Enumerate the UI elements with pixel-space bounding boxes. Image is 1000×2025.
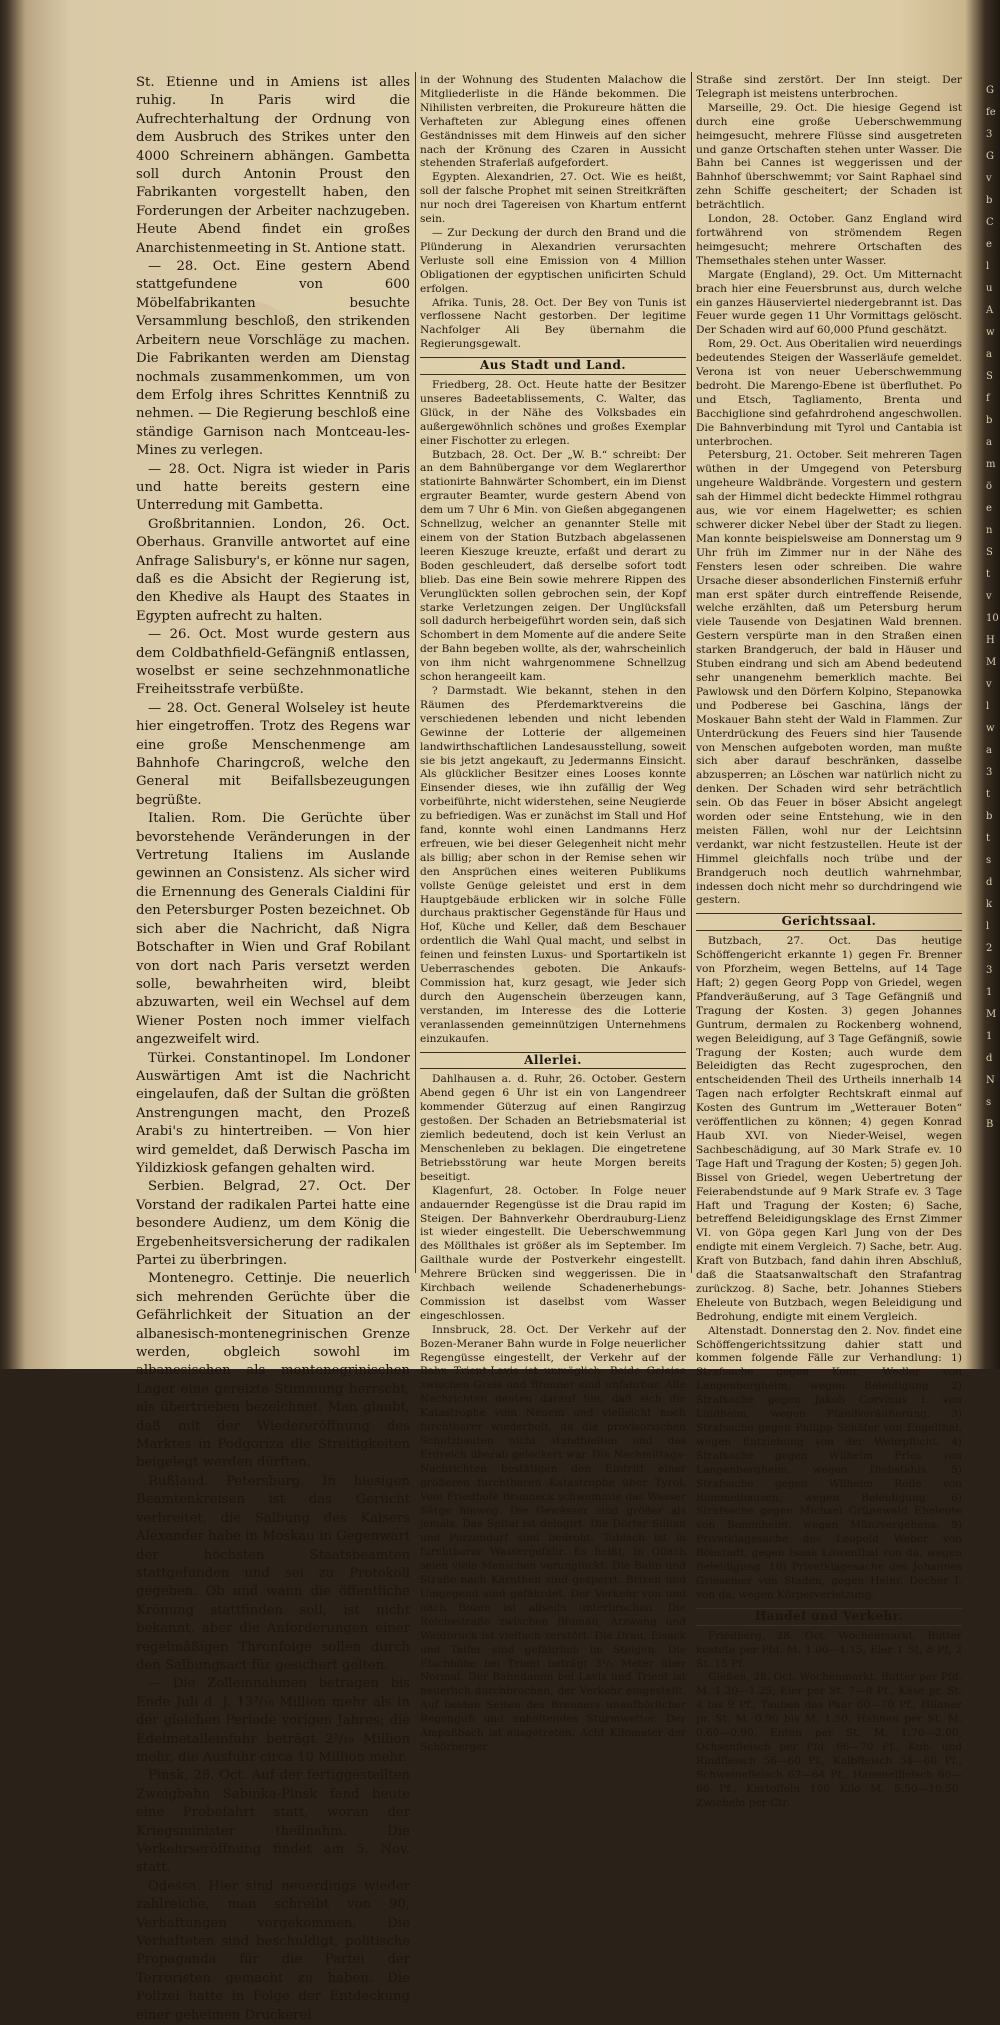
edge-fragment: 1 bbox=[986, 987, 993, 998]
paragraph: Montenegro. Cettinje. Die neuerlich sich mehrenden Gerüchte über die Gefährlichkeit der Situation an der albanesisch-montenegrinischen Grenze werden, obgleich sowohl im albanesischen als montenegrinischen Lager eine gereizte Stimmung herrscht, als übertrieben bezeichnet. Man glaubt, daß mit der Wiedereröffnung des Marktes in Podgoriza die Streitigkeiten beigelegt werden dürften. bbox=[136, 1271, 410, 1471]
edge-fragment: S bbox=[986, 371, 993, 382]
edge-fragment: w bbox=[986, 723, 995, 734]
paragraph: Pinsk, 28. Oct. Auf der fertiggestellten Zweigbahn Sabinka-Pinsk fand heute eine Probefahrt statt, woran der Kriegsminister theilnahm. Die Verkehrseröffnung findet am 5. Nov. statt. bbox=[136, 1768, 410, 1876]
paragraph: — 28. Oct. General Wolseley ist heute hier eingetroffen. Trotz des Regens war eine große Menschenmenge am Bahnhofe Charingcroß, welche den General mit Beifallsbezeugungen begrüßte. bbox=[136, 700, 410, 808]
paragraph: Italien. Rom. Die Gerüchte über bevorstehende Veränderungen in der Vertretung Italiens im Auslande gewinnen an Consistenz. Als sicher wird die Ernennung des Generals Cialdini für den Petersburger Posten bezeichnet. Ob sich aber die Nachricht, daß Nigra Botschafter in Wien und Graf Robilant von dort nach Paris versetzt werden solle, bewahrheiten wird, bleibt abzuwarten, weil ein Wechsel auf dem Wiener Posten noch immer vielfach angezweifelt wird. bbox=[136, 811, 410, 1048]
edge-fragment: b bbox=[986, 415, 993, 426]
edge-fragment: s bbox=[986, 855, 992, 866]
edge-fragment: n bbox=[986, 525, 993, 536]
paragraph: Egypten. Alexandrien, 27. Oct. Wie es heißt, soll der falsche Prophet mit seinen Streitkräften nur noch drei Tagereisen von Khartum entfernt sein. bbox=[420, 171, 686, 226]
paragraph: St. Etienne und in Amiens ist alles ruhig. In Paris wird die Aufrechterhaltung der Ordnung von dem Ausbruch des Strikes unter den 4000 Schreinern abhängen. Gambetta soll durch Antonin Proust den Fabrikanten vorgestellt haben, den Forderungen der Arbeiter nachzugeben. Heute Abend findet ein großes Anarchistenmeeting in St. Antione statt. bbox=[136, 75, 410, 256]
edge-fragment: l bbox=[986, 701, 990, 712]
edge-fragment: a bbox=[986, 437, 992, 448]
paragraph: — 28. Oct. Eine gestern Abend stattgefundene von 600 Möbelfabrikanten besuchte Versammlung beschloß, den strikenden Arbeitern neue Vorschläge zu machen. Die Fabrikanten werden am Dienstag nochmals zusammenkommen, um von dem Erfolg ihres Schrittes Kenntniß zu nehmen. — Die Regierung beschloß eine ständige Garnison nach Montceau-les-Mines zu verlegen. bbox=[136, 259, 410, 459]
edge-fragment: 1 bbox=[986, 1031, 993, 1042]
edge-fragment: fe bbox=[986, 107, 996, 118]
edge-fragment: 10 bbox=[986, 613, 999, 624]
edge-fragment: ö bbox=[986, 481, 993, 492]
edge-fragment: S bbox=[986, 547, 993, 558]
edge-fragment: B bbox=[986, 1119, 994, 1130]
edge-fragment: M bbox=[986, 1009, 997, 1020]
paragraph: Odessa. Hier sind neuerdings wieder zahlreiche, man schreibt von 90, Verhaftungen vorgekommen. Die Verhafteten sind beschuldigt, politische Propaganda für die Partei der Terroristen gemacht zu haben. Die Polizei hatte in Folge der Entdeckung einer geheimen Druckerei bbox=[136, 1878, 410, 2023]
edge-fragment: 3 bbox=[986, 129, 993, 140]
paragraph: — 26. Oct. Most wurde gestern aus dem Coldbathfield-Gefängniß entlassen, woselbst er seine sechzehnmonatliche Freiheitsstrafe verbüßte. bbox=[136, 627, 410, 698]
edge-fragment: C bbox=[986, 217, 994, 228]
edge-fragment: G bbox=[986, 151, 994, 162]
paragraph: Friedberg, 28. Oct. Heute hatte der Besitzer unseres Badeetablissements, C. Walter, das Glück, in der Nähe des Volksbades ein außergewöhnlich schönes und großes Exemplar einer Fischotter zu erlegen. bbox=[420, 379, 686, 447]
paragraph: Margate (England), 29. Oct. Um Mitternacht brach hier eine Feuersbrunst aus, durch welche ein ganzes Häuserviertel niedergebrannt ist. Das Feuer wurde gegen 11 Uhr Vormittags gelöscht. Der Schaden wird auf 60,000 Pfund geschätzt. bbox=[696, 268, 962, 337]
next-page-edge-fragments bbox=[986, 80, 1000, 1136]
paragraph: Serbien. Belgrad, 27. Oct. Der Vorstand der radikalen Partei hatte eine besondere Audienz, um dem König die Ergebenheitsversicherung der radikalen Partei zu überbringen. bbox=[136, 1179, 410, 1268]
paragraph: Afrika. Tunis, 28. Oct. Der Bey von Tunis ist verflossene Nacht gestorben. Der legitime Nachfolger Ali Bey übernahm die Regierungsgewalt. bbox=[420, 296, 686, 351]
section-heading-gerichtssaal: Gerichtssaal. bbox=[696, 913, 962, 931]
edge-fragment: t bbox=[986, 833, 991, 844]
paragraph: Gießen, 28. Oct. Wochenmarkt. Butter per Pfd. M. 1.20—1.25, Eier per St. 7—8 Pf., Käse pr. St. 4 bis 9 Pf., Tauben das Paar 60—70 Pf., Hühner pr. St. M. 0.90 bis M. 1.50, Hahnen per St. M. 0.60—0.90, Enten per St. M. 1.70—2.00, Ochsenfleisch per Pfd. 66—70 Pf., Kuh- und Rindfleisch 56—60 Pf., Kalbfleisch 54—60 Pf., Schweinefleisch 62—64 Pf., Hammelfleisch 60—66 Pf., Kartoffeln 100 Kilo M. 5.50—10.50, Zwiebeln per Ctr. bbox=[696, 1671, 962, 1809]
paragraph: London, 28. October. Ganz England wird fortwährend von strömendem Regen heimgesucht; mehrere Ortschaften des Themsethales stehen unter Wasser. bbox=[696, 213, 962, 267]
paragraph: — Die Zolleinnahmen betragen bis Ende Juli d. J. 13³/₁₀ Million mehr als in der gleichen Periode vorigen Jahres; die Edelmetalleinfuhr beträgt 2⁵/₁₀ Million mehr, die Ausfuhr circa 10 Million mehr. bbox=[136, 1676, 410, 1765]
paragraph: ? Darmstadt. Wie bekannt, stehen in den Räumen des Pferdemarktvereins die verschiedenen lebenden und nicht lebenden Gewinne der Lotterie der allgemeinen landwirthschaftlichen Landesausstellung, soweit sie bis jetzt angekauft, zu Jedermanns Einsicht. Als glücklicher Besitzer eines Looses konnte Einsender dieses, wie ihn zufällig der Weg vorbeiführte, nicht widerstehen, seine Neugierde zu befriedigen. Was er zunächst im Stall und Hof fand, konnte wohl einen Landmanns Herz erfreuen, wie bei dieser Gelegenheit nicht mehr als billig; aber schon in der Remise sehen wir den Ansprüchen eines weiteren Publikums vollste Genüge geleistet und erst in dem Hauptgebäude erblicken wir in solche Fülle durchaus praktischer Gegenstände für Haus und Hof, Küche und Keller, daß dem Beschauer ordentlich die Wahl Qual macht, und selbst in feinen und feinsten Luxus- und Sportartikeln ist Ueberraschendes geboten. Die Ankaufs-Commission hat, kurz gesagt, wie Jeder sich durch den Augenschein überzeugen kann, verstanden, im Interesse des die Lotterie veranlassenden gemeinnützigen Unternehmens einzukaufen. bbox=[420, 684, 687, 1045]
edge-fragment: v bbox=[986, 679, 992, 690]
column-middle bbox=[420, 74, 687, 1753]
edge-fragment: d bbox=[986, 877, 993, 888]
paragraph: Friedberg, 28. Oct. Wochenmarkt. Butter kostete per Pfd. M. 1.00—1.15, Eier 1 St. 8 Pf, 2 St. 15 Pf. bbox=[696, 1629, 962, 1670]
edge-fragment: a bbox=[986, 349, 992, 360]
paragraph: — Zur Deckung der durch den Brand und die Plünderung in Alexandrien verursachten Verluste soll eine Emission von 4 Million Obligationen der egyptischen unificirten Schuld erfolgen. bbox=[420, 226, 686, 295]
edge-fragment: t bbox=[986, 789, 991, 800]
paragraph: Butzbach, 28. Oct. Der „W. B.“ schreibt: Der an dem Bahnübergange vor dem Weglarerthor stationirte Bahnwärter Schombert, ein im Dienst ergrauter Beamter, wurde gestern Abend von dem um 7 Uhr 6 Min. von Gießen abgegangenen Schnellzug, welcher an genannter Stelle mit einem von der Station Butzbach abgelassenen leeren Kieszuge kreuzte, erfaßt und derart zu Boden geschleudert, daß derselbe sofort todt blieb. Das eine Bein sowie mehrere Rippen des Verunglückten sollen gebrochen sein, der Kopf starke Verletzungen zeigen. Der Unglücksfall soll dadurch herbeigeführt worden sein, daß sich Schombert in dem Momente auf die andere Seite der Bahn begeben wollte, als der, wahrscheinlich von ihm nicht wahrgenommene Schnellzug schon herangeeilt kam. bbox=[420, 448, 686, 684]
edge-fragment: 3 bbox=[986, 965, 993, 976]
column-rule bbox=[415, 72, 416, 1273]
edge-fragment: b bbox=[986, 811, 993, 822]
column-rule bbox=[691, 72, 692, 1273]
section-heading-handel-und-verkehr: Handel und Verkehr. bbox=[696, 1608, 962, 1626]
paragraph: Dahlhausen a. d. Ruhr, 26. October. Gestern Abend gegen 6 Uhr ist ein von Langendreer kommender Güterzug auf einen Rangirzug gestoßen. Der Schaden an Betriebsmaterial ist ziemlich bedeutend, doch ist kein Verlust an Menschenleben zu beklagen. Die eingetretene Betriebsstörung war heute Morgen bereits beseitigt. bbox=[420, 1073, 686, 1183]
paragraph: Straße sind zerstört. Der Inn steigt. Der Telegraph ist meistens unterbrochen. bbox=[696, 74, 962, 100]
paragraph: — 28. Oct. Nigra ist wieder in Paris und hatte bereits gestern eine Unterredung mit Gambetta. bbox=[136, 461, 410, 514]
edge-fragment: d bbox=[986, 1053, 993, 1064]
edge-fragment: t bbox=[986, 569, 991, 580]
paragraph: Türkei. Constantinopel. Im Londoner Auswärtigen Amt ist die Nachricht eingelaufen, daß der Sultan die größten Anstrengungen macht, den Prozeß Arabi's zu hintertreiben. — Von hier wird gemeldet, daß Derwisch Pascha im Yildizkiosk gefangen gehalten wird. bbox=[136, 1050, 410, 1176]
edge-fragment: l bbox=[986, 261, 990, 272]
edge-fragment: A bbox=[986, 305, 994, 316]
paragraph: Altenstadt. Donnerstag den 2. Nov. findet eine Schöffengerichtssitzung dahier statt und kommen folgende Fälle zur Verhandlung: 1) Strafsache gegen Konr. Wedler von Langenbergheim, wegen Beleidigung. 2) Strafsache gegen Jakob Corvinus I. von Lindheim, wegen Pfandveräußerung. 3) Strafsache gegen Philipp Schäfer von Engelthal, wegen Entziehung von der Wehrpflicht. 4) Strafsache gegen Wilhelm Fries von Langenbergheim, wegen Diebstahls. 5) Strafsache gegen Wilhelm Rolle von Rommelhausen, wegen Beleidigung. 6) Strafsache gegen Michael Grünewald Eheleute von Bommheim, wegen Münzvergehens. 9) Privatklagesache des Leopold Weber von Bönstadt, gegen Isaak Löwenthal von da, wegen Beleidigung. 10) Privatklagesache des Johannes Griesemer von Staden, gegen Heinr. Decher I. von da, wegen Körperverletzung. bbox=[696, 1324, 962, 1601]
edge-fragment: a bbox=[986, 745, 992, 756]
edge-fragment: m bbox=[986, 459, 996, 470]
paragraph: Großbritannien. London, 26. Oct. Oberhaus. Granville antwortet auf eine Anfrage Salisbury's, er könne nur sagen, daß es die Absicht der Regierung ist, den Khedive als Haupt des Staates in Egypten aufrecht zu halten. bbox=[136, 516, 410, 624]
edge-fragment: f bbox=[986, 393, 990, 404]
edge-fragment: w bbox=[986, 327, 995, 338]
paragraph: Petersburg, 21. October. Seit mehreren Tagen wüthen in der Umgegend von Petersburg ungeheure Waldbrände. Vorgestern und gestern sah der Himmel dicht bedeckte Himmel rothgrau aus, wie vor einem Hagelwetter; es schien schwerer dicker Nebel über der Stadt zu liegen. Man konnte beispielsweise am Donnerstag um 9 Uhr früh im Zimmer nur in der Nähe des Fensters lesen oder schreiben. Die wahre Ursache dieser absonderlichen Finsterniß erfuhr man erst später durch eintreffende Reisende, welche erzählten, daß um Petersburg herum viele Tausende von Desjatinen Wald brennen. Gestern verspürte man in den Straßen einen starken Brandgeruch, der bald in Häuser und Stuben eindrang und sich am Abend bedeutend sehr unangenehm bemerklich machte. Bei Pawlowsk und den Dörfern Kolpino, Stepanowka und Podberese bei Gaschina, längs der Moskauer Bahn steht der Wald in Flammen. Zur Unterdrückung des Feuers sind hier Tausende von Menschen aufgeboten worden, man mußte sich aber darauf beschränken, dasselbe abzusperren; an Löschen war natürlich nicht zu denken. Der Schaden wird sehr beträchtlich sein. Ob das Feuer in böser Absicht angelegt worden oder seine Entstehung, wie in den meisten Fällen, wohl nur der Leichtsinn verdankt, war nicht festzustellen. Heute ist der Himmel gleichfalls noch trübe und der Brandgeruch noch deutlich wahrnehmbar, indessen doch nicht mehr so durchdringend wie gestern. bbox=[696, 449, 962, 907]
edge-fragment: 3 bbox=[986, 767, 993, 778]
paragraph: Rußland. Petersburg. In hiesigen Beamtenkreisen ist das Gerücht verbreitet, die Salbung des Kaisers Alexander habe in Moskau in Gegenwart der höchsten Staatsbeamten stattgefunden und sei zu Protokoll gegeben. Ob und wann die öffentliche Krönung stattfinden soll, ist nicht bekannt, aber die Anforderungen einer regelmäßigen Thronfolge sollen durch den Salbungsact für gesichert gelten. bbox=[136, 1473, 410, 1673]
paragraph: Innsbruck, 28. Oct. Der Verkehr auf der Bozen-Meraner Bahn wurde in Folge neuerlicher Regengüsse eingestellt, der Verkehr auf der Bahn Trient-Lavis ist unmöglich. Beide Geleise zwischen Greis und Brenner sind unfahrbar. Alle Nachrichten deuten darauf hin, daß sich die Katastrophe vom Neuem und vielleicht noch furchtbarer wiederholt, da die provisorischen Schutzbauten nicht standhielten und das Erdreich überall gelockert war. Die Nachmittags-Nachrichten bestätigen den Eintritt einer größeren furchtbaren Katastrophe über Tyrol. Vom Friedhofe Brunneck schwemmte das Wasser Särge hinweg. Die Gewässer sind größer als jemals. Das Spital ist delogirt. Die Dörfer Sillian und Porzendorf sind bedroht. Toblach ist in furchtbarer Wassergefahr. Es heißt, in Ollach seien viele Menschen verunglückt. Die Bahn und Straße nach Kärnthen sind gesperrt. Brixen und Umgegend sind gefährdet. Der Verkehr von und nach Bozen ist allseits unterbrochen. Die Reichsstraße zwischen Blumau, Atzwang und Waidbruck ist vielfach zerstört. Die Drau, Eisack und Talfer sind gefährlich im Steigen. Die Etschhöhe bei Trient beträgt 3¹/₂ Meter über Normal. Der Bahndamm bei Lavis und Trient ist neuerlich durchbrochen, der Verkehr eingestellt. Auf beiden Seiten des Brenners unaufhörlicher Regenguß und anhaltendes Sturmwetter. Der Ampaßbach ist ausgetreten. Acht Kilometer der Schörberger bbox=[420, 1323, 686, 1753]
edge-fragment: M bbox=[986, 657, 997, 668]
edge-fragment: H bbox=[986, 635, 995, 646]
edge-fragment: l bbox=[986, 921, 990, 932]
edge-fragment: v bbox=[986, 173, 992, 184]
edge-fragment: e bbox=[986, 239, 992, 250]
paragraph: Klagenfurt, 28. October. In Folge neuer andauernder Regengüsse ist die Drau rapid im Steigen. Der Bahnverkehr Oberdrauburg-Lienz ist wieder eingestellt. Die Ueberschwemmung des Möllthales ist größer als im September. Im Gailthale wurde der Postverkehr eingestellt. Mehrere Brücken sind weggerissen. Die in Kirchbach weilende Schadenerhebungs-Commission ist daselbst vom Wasser eingeschlossen. bbox=[420, 1184, 686, 1322]
edge-fragment: 2 bbox=[986, 943, 993, 954]
column-left bbox=[136, 74, 410, 2023]
column-right bbox=[696, 74, 962, 1809]
edge-fragment: N bbox=[986, 1075, 995, 1086]
section-heading-stadt-und-land: Aus Stadt und Land. bbox=[420, 357, 686, 375]
paragraph: Butzbach, 27. Oct. Das heutige Schöffengericht erkannte 1) gegen Fr. Brenner von Pforzheim, wegen Bettelns, auf 14 Tage Haft; 2) gegen Georg Popp von Griedel, wegen Pfandveräußerung, auf 3 Tage Gefängniß und Tragung der Kosten. 3) gegen Johannes Guntrum, dermalen zu Rockenberg wohnend, wegen Beleidigung, auf 3 Tage Gefängniß, sowie Tragung der Kosten; auch wurde dem Beleidigten das Recht zugesprochen, den entscheidenden Theil des Urtheils innerhalb 14 Tagen nach erfolgter Rechtskraft einmal auf Kosten des Guntrum im „Wetterauer Boten“ veröffentlichen zu können; 4) gegen Konrad Haub XVI. von Nieder-Weisel, wegen Sachbeschädigung, auf 30 Mark Strafe ev. 10 Tage Haft und Tragung der Kosten; 5) gegen Joh. Bissel von Griedel, wegen Uebertretung der Feierabendstunde auf 9 Mark Strafe ev. 3 Tage Haft und Tragung der Kosten; 6) Sache, betreffend Beleidigungsklage des Ernst Zimmer VI. von Göpa gegen Karl Jung von der Des endigte mit einem Vergleich. 7) Sache, betr. Aug. Kraft von Butzbach, fand dahin ihren Abschluß, daß die Staatsanwaltschaft den Strafantrag zurückzog. 8) Sache, betr. Johannes Stiebers Eheleute von Butzbach, wegen Beleidigung und Bedrohung, endigte mit einem Vergleich. bbox=[696, 935, 962, 1323]
paragraph: Marseille, 29. Oct. Die hiesige Gegend ist durch eine große Ueberschwemmung heimgesucht, mehrere Flüsse sind ausgetreten und ganze Ortschaften stehen unter Wasser. Die Bahn bei Cannes ist weggerissen und der Bahnhof überschwemmt; vor Saint Raphael sind zehn Schiffe gescheitert; der Schaden ist beträchtlich. bbox=[696, 101, 962, 212]
edge-fragment: G bbox=[986, 85, 994, 96]
paragraph: Rom, 29. Oct. Aus Oberitalien wird neuerdings bedeutendes Steigen der Wasserläufe gemeldet. Verona ist von neuer Ueberschwemmung bedroht. Die Marengo-Ebene ist überfluthet. Po und Etsch, Tagliamento, Brenta und Bacchiglione sind gefahrdrohend angeschwollen. Die Bahnverbindung mit Tyrol und Cantabia ist unterbrochen. bbox=[696, 338, 962, 448]
edge-fragment: k bbox=[986, 899, 993, 910]
edge-fragment: b bbox=[986, 195, 993, 206]
paragraph: in der Wohnung des Studenten Malachow die Mitgliederliste in die Hände bekommen. Die Nihilisten verbreiten, die Prokureure hätten die Verhafteten zur Ablegung eines offenen Geständnisses mit dem Hinweis auf den sicher nach der Krönung des Czaren in Aussicht stehenden Straferlaß aufgefordert. bbox=[420, 74, 686, 170]
edge-fragment: u bbox=[986, 283, 993, 294]
section-heading-allerlei: Allerlei. bbox=[420, 1052, 686, 1070]
edge-fragment: v bbox=[986, 591, 992, 602]
edge-fragment: e bbox=[986, 503, 992, 514]
edge-fragment: s bbox=[986, 1097, 992, 1108]
